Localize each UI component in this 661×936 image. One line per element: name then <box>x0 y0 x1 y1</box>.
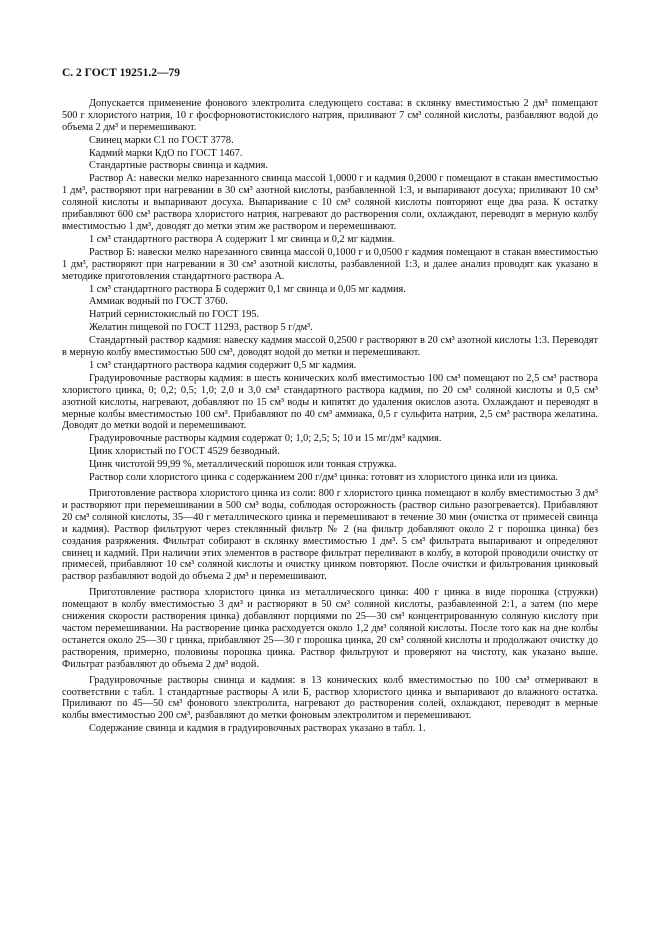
page-header: С. 2 ГОСТ 19251.2—79 <box>62 67 181 79</box>
paragraph: Аммиак водный по ГОСТ 3760. <box>89 296 228 308</box>
paragraph: Градуировочные растворы свинца и кадмия: в 13 конических колб вместимостью по 100 см³ отмеривают в соответствии с табл. 1 стандартные растворы А или Б, раствор хлористого цинка и выпаривают до влажного остатка. Приливают по 45—50 см³ фонового электролита, нагревают до растворения солей, охлаждают, переводят в мерные колбы вместимостью 200 см³, разбавляют до метки фоновым электролитом и перемешивают. <box>62 674 598 722</box>
paragraph: Градуировочные растворы кадмия: в шесть конических колб вместимостью 100 см³ помещают по 2,5 см³ раствора хлористого цинка, 0; 0,2; 0,5; 1,0; 2,0 и 3,0 см³ стандартного раствора кадмия, по 20 см³ соляной кислоты и 0,5 см³ азотной кислоты, нагревают, добавляют по 15 см³ воды и кипятят до удаления окислов азота. Охлаждают и переводят в мерные колбы вместимостью 100 см³. Прибавляют по 40 см³ аммиака, 0,5 г сульфита натрия, 2,5 см³ раствора желатина. Доводят до метки водой и перемешивают. <box>62 372 598 432</box>
document-page <box>62 68 598 736</box>
paragraph: Градуировочные растворы кадмия содержат 0; 1,0; 2,5; 5; 10 и 15 мг/дм³ кадмия. <box>89 433 442 445</box>
paragraph: Цинк чистотой 99,99 %, металлический порошок или тонкая стружка. <box>89 459 397 471</box>
paragraph: Натрий сернистокислый по ГОСТ 195. <box>89 309 260 321</box>
paragraph: Приготовление раствора хлористого цинка из металлического цинка: 400 г цинка в виде порошка (стружки) помещают в колбу вместимостью 3 дм³ и растворяют в 50 см³ соляной кислоты, разбавленной 2:1, а затем (по мере снижения скорости растворения цинка) добавляют порциями по 25—30 см³ концентрированную соляную кислоту при частом перемешивании. На растворение цинка расходуется около 1,2 дм³ соляной кислоты. После того как на дне колбы останется около 25—30 г цинка, прибавляют 25—30 г порошка цинка, 20 см³ соляной кислоты и продолжают очистку до растворения, примерно, половины порошка цинка. Раствор фильтруют и проверяют на чистоту, как указано выше. Фильтрат разбавляют до объема 2 дм³ водой. <box>62 587 598 670</box>
paragraph: Содержание свинца и кадмия в градуировочных растворах указано в табл. 1. <box>89 723 426 735</box>
paragraph: Раствор Б: навески мелко нарезанного свинца массой 0,1000 г и 0,0500 г кадмия помещают в стакан вместимостью 1 дм³, растворяют при нагревании в 30 см³ азотной кислоты, разбавленной 1:3, и далее анализ проводят как указано в методике приготовления стандартного раствора А. <box>62 246 598 282</box>
paragraph: 1 см³ стандартного раствора Б содержит 0,1 мг свинца и 0,05 мг кадмия. <box>89 283 406 295</box>
paragraph: 1 см³ стандартного раствора кадмия содержит 0,5 мг кадмия. <box>89 359 357 371</box>
paragraph: Свинец марки С1 по ГОСТ 3778. <box>89 134 234 146</box>
paragraph: Раствор А: навески мелко нарезанного свинца массой 1,0000 г и кадмия 0,2000 г помещают в стакан вместимостью 1 дм³, растворяют при нагревании в 30 см³ азотной кислоты, разбавленной 1:3, и выпаривают досуха; приливают 10 см³ соляной кислоты и выпаривают досуха. Выпаривание с 10 см³ соляной кислоты повторяют еще два раза. К остатку прибавляют 600 см³ раствора хлористого натрия, нагревают до растворения соли, охлаждают, переводят в мерную колбу вместимостью 1 дм³, доводят до метки этим же раствором и перемешивают. <box>62 173 598 232</box>
body-text <box>62 98 598 735</box>
paragraph: Приготовление раствора хлористого цинка из соли: 800 г хлористого цинка помещают в колбу вместимостью 3 дм³ и растворяют при перемешивании в 500 см³ воды, соблюдая осторожность (раствор сильно разогревается). Прибавляют 20 см³ соляной кислоты, 35—40 г металлического цинка и перемешивают в течение 30 мин (очистка от примесей свинца и кадмия). Раствор фильтруют через стеклянный фильтр № 2 (на фильтр добавляют около 2 г порошка цинка) без создания разряжения. Фильтрат собирают в склянку вместимостью 1 дм³. 5 см³ фильтрата выпаривают и определяют свинец и кадмий. При наличии этих элементов в растворе фильтрат переливают в колбу, в которой проводили очистку от примесей, прибавляют 10 см³ соляной кислоты и очистку цинком повторяют. После очистки и фильтрования цинковый раствор разбавляют водой до объема 2 дм³ и перемешивают. <box>62 488 598 583</box>
paragraph: Цинк хлористый по ГОСТ 4529 безводный. <box>89 446 280 458</box>
paragraph: Раствор соли хлористого цинка с содержанием 200 г/дм³ цинка: готовят из хлористого цинка или из цинка. <box>89 472 558 484</box>
paragraph: Стандартные растворы свинца и кадмия. <box>89 160 268 172</box>
paragraph: Кадмий марки КдО по ГОСТ 1467. <box>89 147 243 159</box>
paragraph: Стандартный раствор кадмия: навеску кадмия массой 0,2500 г растворяют в 20 см³ азотной кислоты 1:3. Переводят в мерную колбу вместимостью 500 см³, доводят водой до метки и перемешивают. <box>62 335 598 359</box>
paragraph: 1 см³ стандартного раствора А содержит 1 мг свинца и 0,2 мг кадмия. <box>89 233 395 245</box>
paragraph: Допускается применение фонового электролита следующего состава: в склянку вместимостью 2 дм³ помещают 500 г хлористого натрия, 10 г фосфорновотистокислого натрия, приливают 7 см³ соляной кислоты, разбавляют водой до объема 2 дм³ и перемешивают. <box>62 97 598 133</box>
paragraph: Желатин пищевой по ГОСТ 11293, раствор 5 г/дм³. <box>89 322 313 334</box>
